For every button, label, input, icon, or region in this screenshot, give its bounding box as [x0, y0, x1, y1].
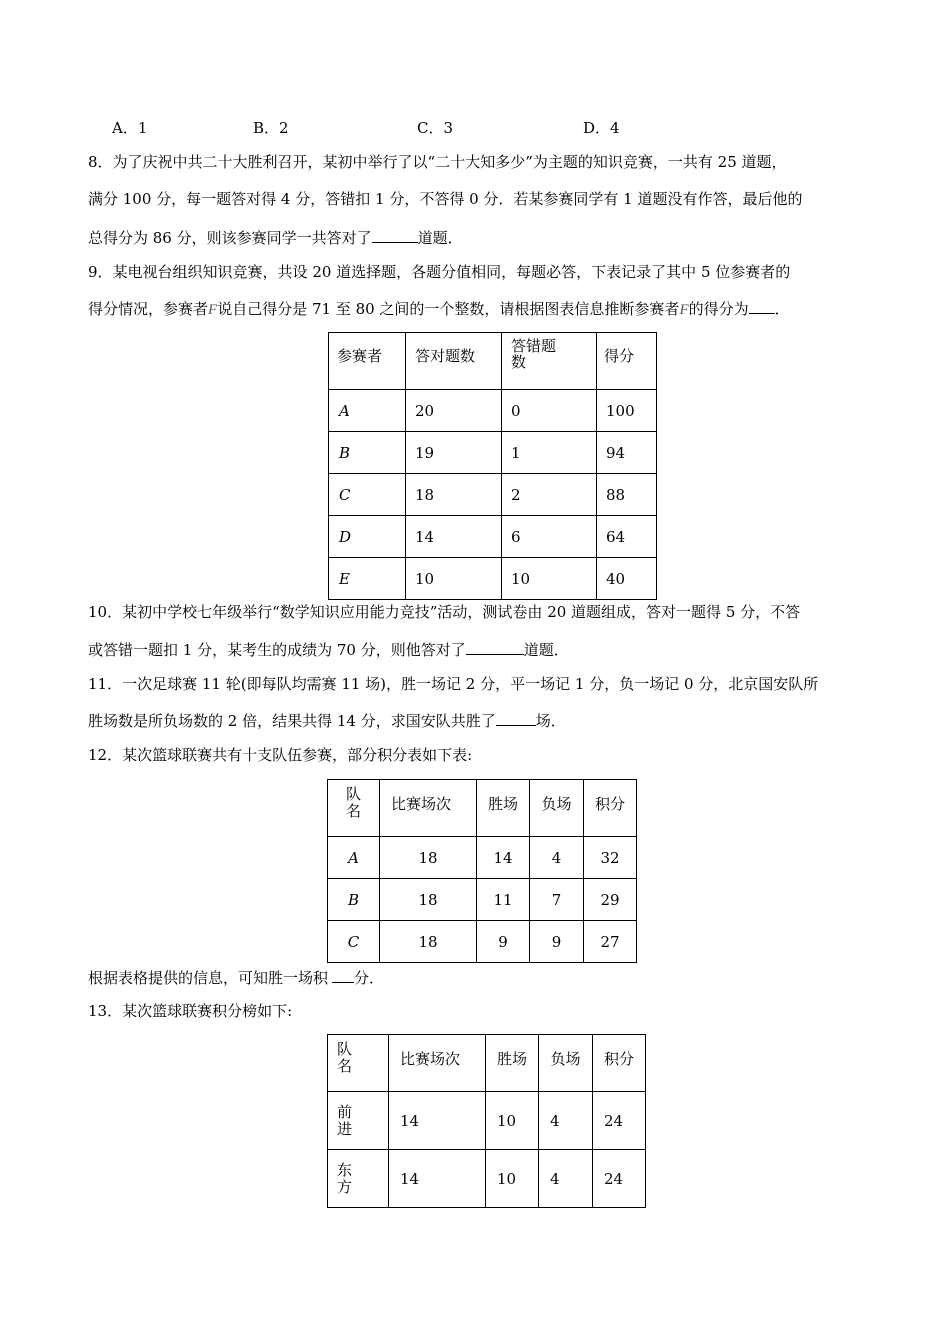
q8-text-before-blank: 总得分为 86 分，则该参赛同学一共答对了 [88, 229, 372, 247]
q9-text-a: 得分情况，参赛者 [88, 300, 209, 318]
q9-cell: 64 [597, 516, 657, 558]
q9-cell: E [329, 558, 406, 600]
q12-cell: 27 [584, 921, 637, 963]
q9-cell: 88 [597, 474, 657, 516]
q9-text-b: 说自己得分是 71 至 80 之间的一个整数，请根据图表信息推断参赛者 [217, 300, 680, 318]
q12-cell: 14 [477, 837, 530, 879]
table-row [329, 432, 657, 474]
q12-cell: 9 [530, 921, 584, 963]
table-row [328, 921, 637, 963]
table-row [328, 1092, 646, 1150]
q10-line-2 [88, 639, 569, 660]
q12-cell: 4 [530, 837, 584, 879]
q13-cell: 10 [486, 1150, 539, 1208]
q12-text-before-blank: 根据表格提供的信息，可知胜一场积 [88, 969, 329, 987]
q8-line-3 [88, 227, 463, 248]
q12-cell: C [328, 921, 380, 963]
option-c: C．3 [417, 119, 454, 137]
q9-cell: 6 [502, 516, 597, 558]
q9-cell: 20 [406, 390, 502, 432]
q8-line-2: 满分 100 分，每一题答对得 4 分，答错扣 1 分，不答得 0 分．若某参赛同学有 1 道题没有作答，最后他的 [88, 190, 803, 208]
q9-th-participant: 参赛者 [329, 333, 406, 390]
q12-th-losses: 负场 [530, 780, 584, 837]
q9-cell: 10 [502, 558, 597, 600]
q9-var-f: F [208, 302, 218, 318]
q13-cell: 14 [389, 1092, 486, 1150]
q9-cell: D [329, 516, 406, 558]
q9-cell: 100 [597, 390, 657, 432]
q12-cell: 18 [380, 921, 477, 963]
q9-cell: 1 [502, 432, 597, 474]
table-row [329, 558, 657, 600]
q9-text-end: ． [774, 300, 790, 318]
q8-answer-blank[interactable] [372, 227, 418, 243]
option-a: A．1 [112, 119, 148, 137]
q12-table [327, 779, 637, 963]
q12-cell: 29 [584, 879, 637, 921]
q9-cell: 40 [597, 558, 657, 600]
q13-line-1: 13．某次篮球联赛积分榜如下: [88, 1002, 293, 1020]
table-row [328, 1150, 646, 1208]
q9-cell: B [329, 432, 406, 474]
q11-line-2 [88, 710, 566, 731]
option-d: D．4 [583, 119, 620, 137]
q12-cell: 32 [584, 837, 637, 879]
q12-answer-blank[interactable] [332, 967, 354, 983]
q9-cell: 2 [502, 474, 597, 516]
q9-cell: 94 [597, 432, 657, 474]
table-row [328, 837, 637, 879]
q12-th-wins: 胜场 [477, 780, 530, 837]
q8-text-after-blank: 道题． [417, 229, 463, 247]
q11-answer-blank[interactable] [496, 710, 536, 726]
option-b: B．2 [253, 119, 289, 137]
q9-var-f-2: F [679, 302, 689, 318]
q9-th-score: 得分 [597, 333, 657, 390]
table-row [328, 879, 637, 921]
q9-cell: 0 [502, 390, 597, 432]
q12-th-team: 队名 [328, 780, 380, 837]
q13-table-header-row [328, 1035, 646, 1092]
q12-cell: 9 [477, 921, 530, 963]
q12-cell: 18 [380, 879, 477, 921]
q11-text-before-blank: 胜场数是所负场数的 2 倍，结果共得 14 分，求国安队共胜了 [88, 712, 496, 730]
q13-cell: 14 [389, 1150, 486, 1208]
q13-th-team: 队名 [328, 1035, 389, 1092]
q9-line-1: 9．某电视台组织知识竞赛，共设 20 道选择题，各题分值相同，每题必答，下表记录了其中 5 位参赛者的 [88, 263, 791, 281]
q9-th-wrong: 答错题数 [502, 333, 597, 390]
q9-text-c: 的得分为 [688, 300, 749, 318]
q9-answer-blank[interactable] [749, 298, 775, 314]
q13-cell: 4 [539, 1150, 593, 1208]
table-row [329, 390, 657, 432]
q12-cell: A [328, 837, 380, 879]
q12-cell: 18 [380, 837, 477, 879]
q13-cell: 4 [539, 1092, 593, 1150]
q13-cell: 24 [593, 1150, 646, 1208]
q9-table [328, 332, 657, 600]
q13-cell: 10 [486, 1092, 539, 1150]
q11-line-1: 11．一次足球赛 11 轮(即每队均需赛 11 场)，胜一场记 2 分，平一场记 1 分，负一场记 0 分，北京国安队所 [88, 675, 819, 693]
q13-cell-team: 前进 [328, 1092, 389, 1150]
q12-text-after-blank: 分． [354, 969, 385, 987]
q13-th-points: 积分 [593, 1035, 646, 1092]
q12-cell: 11 [477, 879, 530, 921]
q10-line-1: 10．某初中学校七年级举行“数学知识应用能力竞技”活动，测试卷由 20 道题组成，答对一题得 5 分，不答 [88, 603, 801, 621]
table-row [329, 474, 657, 516]
q13-cell-team: 东方 [328, 1150, 389, 1208]
q9-cell: C [329, 474, 406, 516]
q9-line-2 [88, 298, 790, 320]
q12-after-line [88, 967, 384, 988]
table-row [329, 516, 657, 558]
q13-th-games: 比赛场次 [389, 1035, 486, 1092]
q8-line-1: 8．为了庆祝中共二十大胜利召开，某初中举行了以“二十大知多少”为主题的知识竞赛，一共有 25 道题， [88, 153, 787, 171]
q10-text-before-blank: 或答错一题扣 1 分，某考生的成绩为 70 分，则他答对了 [88, 641, 466, 659]
q13-cell: 24 [593, 1092, 646, 1150]
q9-cell: 18 [406, 474, 502, 516]
q10-answer-blank[interactable] [466, 639, 524, 655]
q13-th-wins: 胜场 [486, 1035, 539, 1092]
q13-th-losses: 负场 [539, 1035, 593, 1092]
q9-cell: 10 [406, 558, 502, 600]
q11-text-after-blank: 场． [535, 712, 566, 730]
q9-cell: 19 [406, 432, 502, 474]
q12-th-games: 比赛场次 [380, 780, 477, 837]
q13-table [327, 1034, 646, 1208]
q12-line-1: 12．某次篮球联赛共有十支队伍参赛，部分积分表如下表: [88, 746, 473, 764]
q12-cell: 7 [530, 879, 584, 921]
q9-th-correct: 答对题数 [406, 333, 502, 390]
q12-cell: B [328, 879, 380, 921]
q12-th-points: 积分 [584, 780, 637, 837]
q9-cell: A [329, 390, 406, 432]
q9-cell: 14 [406, 516, 502, 558]
q12-table-header-row [328, 780, 637, 837]
q10-text-after-blank: 道题． [523, 641, 569, 659]
q9-table-header-row [329, 333, 657, 390]
